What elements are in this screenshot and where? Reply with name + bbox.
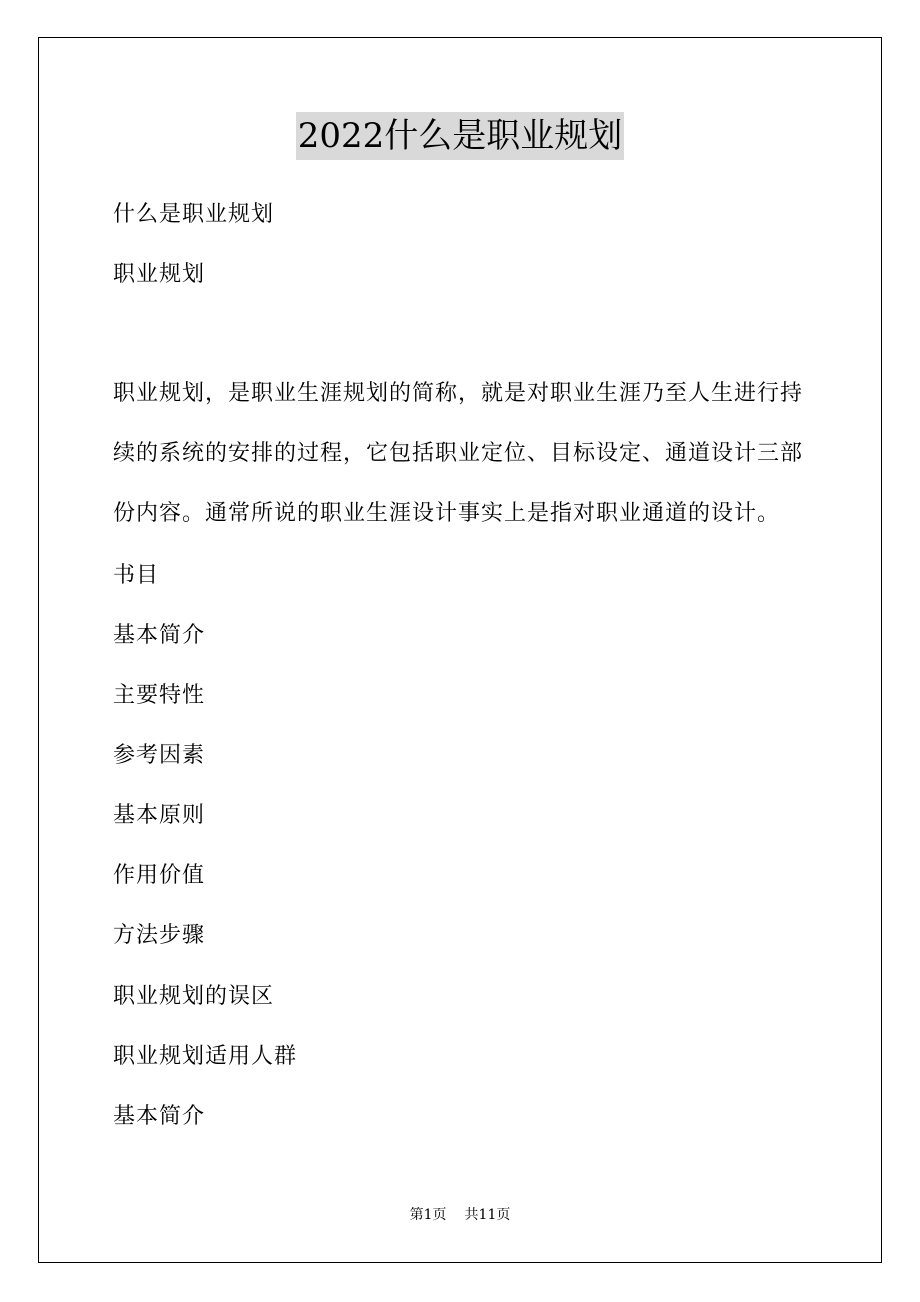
toc-item: 主要特性 [113, 683, 206, 708]
page-number-total: 共11页 [464, 1207, 511, 1223]
page-footer [0, 1205, 920, 1225]
toc-item: 基本原则 [113, 803, 206, 828]
paragraph-line-1: 职业规划，是职业生涯规划的简称，就是对职业生涯乃至人生进行持 [113, 381, 804, 406]
paragraph-line-2: 续的系统的安排的过程，它包括职业定位、目标设定、通道设计三部 [113, 441, 804, 466]
intro-paragraph [113, 364, 813, 544]
section-heading: 职业规划 [113, 262, 206, 287]
toc-item: 职业规划的误区 [113, 984, 275, 1009]
toc-item: 职业规划适用人群 [113, 1044, 298, 1069]
toc-item: 参考因素 [113, 743, 206, 768]
page-number-current: 第1页 [409, 1207, 447, 1223]
toc-item: 方法步骤 [113, 923, 206, 948]
toc-item: 基本简介 [113, 623, 206, 648]
paragraph-line-3: 份内容。通常所说的职业生涯设计事实上是指对职业通道的设计。 [113, 501, 781, 526]
next-section-heading: 基本简介 [113, 1104, 206, 1129]
toc-heading: 书目 [113, 563, 160, 588]
toc-item: 作用价值 [113, 863, 206, 888]
subtitle-line: 什么是职业规划 [113, 202, 275, 227]
document-title [0, 112, 920, 160]
document-title-text: 2022什么是职业规划 [296, 112, 625, 160]
